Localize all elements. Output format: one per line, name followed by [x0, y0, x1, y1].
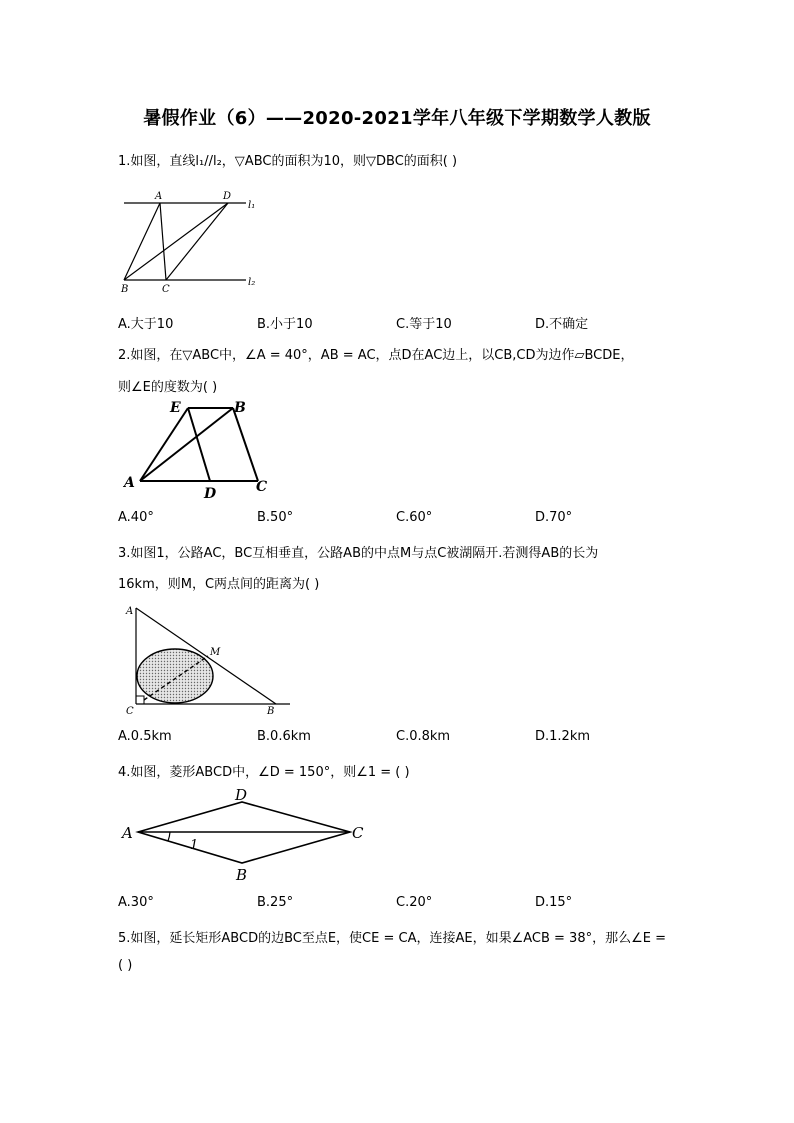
question-1-text: 1.如图，直线l₁//l₂，▽ABC的面积为10，则▽DBC的面积( )	[118, 154, 458, 169]
fig4-angle-1: 1	[190, 838, 199, 853]
option-a[interactable]: A.0.5km	[118, 729, 172, 744]
fig1-line-l2: l₂	[248, 277, 256, 288]
question-1-figure	[118, 188, 268, 298]
question-5-text-line-2: ( )	[118, 958, 133, 973]
question-5-text-line-1: 5.如图，延长矩形ABCD的边BC至点E，使CE = CA，连接AE，如果∠ACB = 38°，那么∠E =	[118, 931, 666, 946]
fig3-point-M: M	[210, 647, 221, 658]
fig1-point-D: D	[223, 191, 232, 202]
fig1-point-A: A	[155, 191, 163, 202]
fig4-point-D: D	[235, 786, 248, 804]
question-4-options	[118, 895, 678, 913]
fig2-point-B: B	[234, 400, 246, 416]
option-c[interactable]: C.60°	[396, 510, 433, 525]
option-d[interactable]: D.15°	[535, 895, 573, 910]
fig1-point-C: C	[162, 284, 170, 295]
fig3-point-C: C	[126, 706, 134, 717]
fig2-point-A: A	[124, 475, 135, 491]
option-b[interactable]: B.小于10	[257, 317, 313, 332]
option-d[interactable]: D.不确定	[535, 317, 589, 332]
question-2-figure	[118, 398, 278, 503]
fig2-point-D: D	[204, 486, 217, 502]
question-4-text: 4.如图，菱形ABCD中，∠D = 150°，则∠1 = ( )	[118, 765, 410, 780]
question-4-figure	[118, 784, 378, 884]
question-2-text-line-1: 2.如图，在▽ABC中，∠A = 40°，AB = AC，点D在AC边上，以CB,CD为边作▱BCDE，	[118, 348, 634, 363]
fig4-point-C: C	[352, 824, 364, 842]
question-3-options	[118, 729, 678, 747]
question-1-options	[118, 313, 678, 331]
question-2-text-line-2: 则∠E的度数为( )	[118, 380, 218, 395]
option-d[interactable]: D.70°	[535, 510, 573, 525]
page-title: 暑假作业（6）——2020-2021学年八年级下学期数学人教版	[143, 108, 651, 129]
option-b[interactable]: B.0.6km	[257, 729, 311, 744]
question-2-options	[118, 510, 678, 528]
option-c[interactable]: C.20°	[396, 895, 433, 910]
fig4-point-B: B	[236, 866, 248, 884]
fig3-point-A: A	[126, 606, 134, 617]
option-a[interactable]: A.大于10	[118, 317, 174, 332]
option-d[interactable]: D.1.2km	[535, 729, 591, 744]
fig2-point-C: C	[256, 479, 268, 495]
fig1-line-l1: l₁	[248, 200, 256, 211]
option-b[interactable]: B.50°	[257, 510, 294, 525]
fig3-point-B: B	[267, 706, 275, 717]
fig1-point-B: B	[121, 284, 129, 295]
question-3-text-line-1: 3.如图1，公路AC，BC互相垂直，公路AB的中点M与点C被湖隔开.若测得AB的长为	[118, 546, 599, 561]
question-3-text-line-2: 16km，则M，C两点间的距离为( )	[118, 577, 320, 592]
option-c[interactable]: C.等于10	[396, 317, 452, 332]
question-3-figure	[118, 600, 298, 720]
fig2-point-E: E	[170, 400, 181, 416]
option-b[interactable]: B.25°	[257, 895, 294, 910]
option-a[interactable]: A.40°	[118, 510, 154, 525]
option-a[interactable]: A.30°	[118, 895, 154, 910]
fig4-point-A: A	[122, 824, 133, 842]
option-c[interactable]: C.0.8km	[396, 729, 451, 744]
